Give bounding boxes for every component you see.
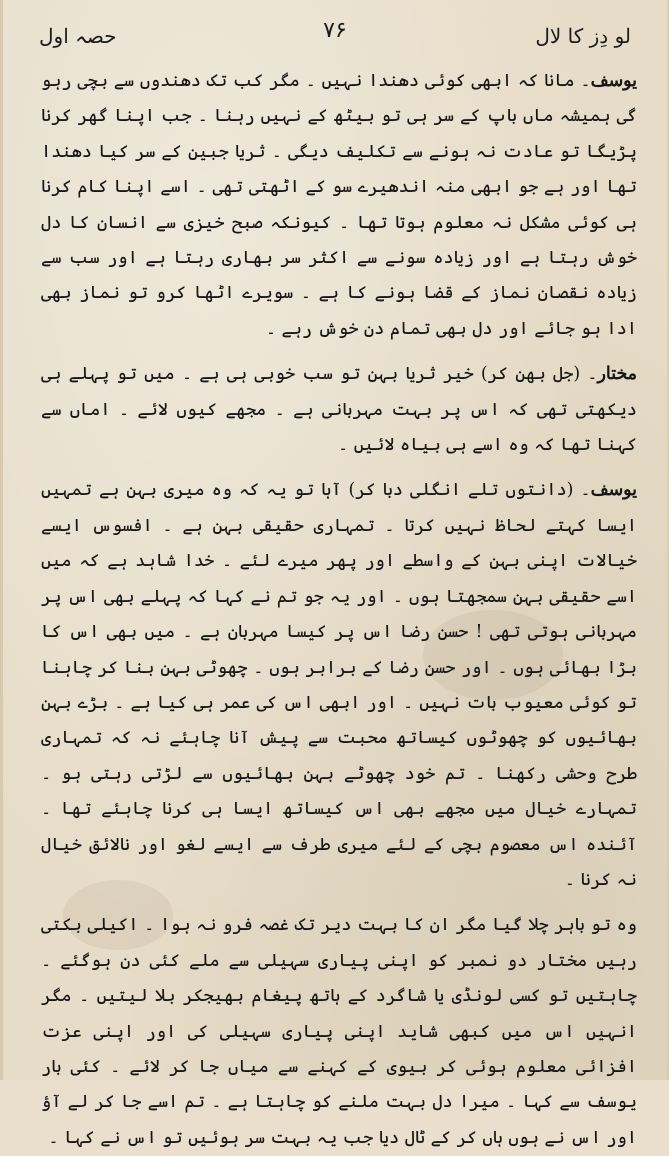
paragraph-text: وہ تو باہر چلا گیا مگر ان کا بہت دیر تک غصہ فرو نہ ہوا ۔ اکیلی بکتی رہیں مختار دو نمبر کو اپنی پیاری سہیلی سے ملے کئی دن ہوگئے ۔ چاہتیں تو کسی لونڈی یا شاگرد کے ہاتھ پیغام بھیجکر بلا لیتیں ۔ مگر انہیں اس میں کبھی شاید اپنی پیاری سہیلی کی اور اپنی عزت افزائی معلوم ہوئی کر بیوی کے کہنے سے میاں جا کر لائے ۔ کئی بار یوسف سے کہا ۔ میرا دل بہت ملنے کو چاہتا ہے ۔ تم اسے جا کر لے آؤ اور اس نے ہوں ہاں کر کے ٹال دیا جب یہ بہت سر ہوئیں تو اس نے کہا ۔	[41, 915, 637, 1148]
running-title: لو دِز کا لال	[535, 24, 631, 48]
paragraph	[41, 908, 637, 1156]
paragraph-text: ۔ (جل بھن کر) خیر ثریا بہن تو سب خوبی ہی ہے ۔ میں تو پہلے ہی دیکھتی تھی کہ اس پر بہت مہربانی ہے ۔ مجھے کیوں لائے ۔ اماں سے کہنا تھا کہ وہ اسے ہی بیاہ لائیں ۔	[41, 364, 637, 456]
paragraph	[41, 357, 637, 463]
paragraph-text: ۔ (دانتوں تلے انگلی دبا کر) آہا تو یہ کہ وہ میری بہن ہے تمہیں ایسا کہتے لحاظ نہیں کرتا ۔ تمہاری حقیقی بہن ہے ۔ افسوس ایسے خیالات اپنی بہن کے واسطے اور پھر میرے لئے ۔ خدا شاہد ہے کہ میں اسے حقیقی بہن سمجھتا ہوں ۔ اور یہ جو تم نے کہا کہ پہلے بھی اس پر مہربانی ہوتی تھی ! حسن رضا اس پر کیسا مہربان ہے ۔ میں بھی اس کا بڑا بھائی ہوں ۔ اور حسن رضا کے برابر ہوں ۔ چھوٹی بہن بنا کر چاہنا تو کوئی معیوب بات نہیں ۔ اور ابھی اس کی عمر ہی کیا ہے ۔ بڑے بہن بھائیوں کو چھوٹوں کیساتھ محبت سے پیش آنا چاہئے نہ کہ تمہاری طرح وحشی رکھنا ۔ تم خود چھوٹے بہن بھائیوں سے لڑتی رہتی ہو ۔ تمہارے خیال میں مجھے بھی اس کیساتھ ایسا ہی کرنا چاہئے تھا ۔ آئندہ اس معصوم بچی کے لئے میری طرف سے ایسے لغو اور نالائق خیال نہ کرنا ۔	[41, 480, 637, 890]
speaker-name: یوسف	[590, 71, 637, 91]
speaker-name: مختار	[597, 364, 637, 385]
paragraph	[41, 473, 637, 898]
body-text	[41, 64, 637, 1148]
page-number: ۷۶	[323, 18, 347, 43]
paragraph-text: ۔ مانا کہ ابھی کوئی دھندا نہیں ۔ مگر کب تک دھندوں سے بچی رہو گی ہمیشہ ماں باپ کے سر ہی تو بیٹھ کے نہیں رہنا ۔ جب اپنا گھر کرنا پڑیگا تو عادت نہ ہونے سے تکلیف دیگی ۔ ثریا جبین کے سر کیا دھندا تھا اور ہے جو ابھی منہ اندھیرے سو کے اٹھتی تھی ۔ اسے اپنا کام کرنا ہی کوئی مشکل نہ معلوم ہوتا تھا ۔ کیونکہ صبح خیزی سے انسان کا دل خوش رہتا ہے اور زیادہ سونے سے اکثر سر بھاری رہتا ہے اور سب سے زیادہ نقصان نماز کے قضا ہونے کا ہے ۔ سویرے اٹھا کرو تو نماز بھی ادا ہو جائے اور دل بھی تمام دن خوش رہے ۔	[41, 71, 637, 339]
speaker-name: یوسف	[590, 480, 637, 501]
paragraph	[41, 64, 637, 347]
page-header	[39, 18, 631, 62]
section-label: حصہ اول	[39, 24, 117, 48]
